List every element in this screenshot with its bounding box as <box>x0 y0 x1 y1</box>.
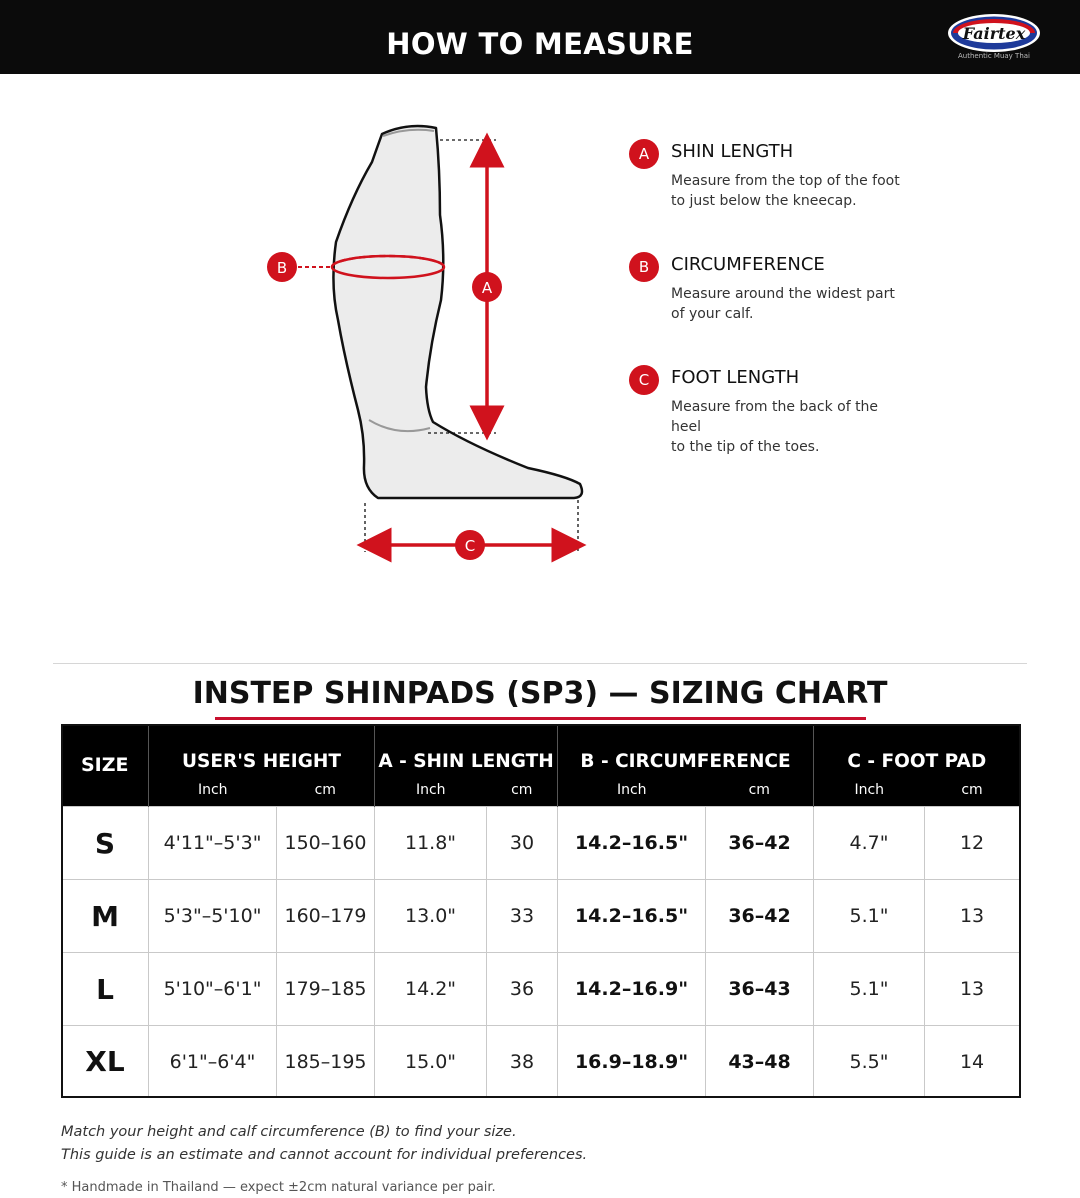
shin-inch-cell: 11.8" <box>375 807 487 880</box>
shin-inch-cell: 13.0" <box>375 880 487 953</box>
unit-inch: Inch <box>375 774 487 807</box>
header-shin-length: A - SHIN LENGTH <box>375 724 558 774</box>
circumference-cm-cell: 36–42 <box>706 880 814 953</box>
circumference-inch-cell: 14.2–16.5" <box>558 880 706 953</box>
legend-description <box>671 171 911 211</box>
circumference-cm-cell: 36–42 <box>706 807 814 880</box>
circumference-cm-cell: 43–48 <box>706 1026 814 1098</box>
legend-title: FOOT LENGTH <box>671 367 800 388</box>
note-line-1: Match your height and calf circumference (B) to find your size. <box>61 1124 517 1140</box>
height-inch-cell: 4'11"–5'3" <box>149 807 277 880</box>
shin-cm-cell: 33 <box>487 880 558 953</box>
legend-title: CIRCUMFERENCE <box>671 254 825 275</box>
legend-line: to the tip of the toes. <box>671 439 820 455</box>
table-row <box>62 880 1020 953</box>
logo-subtext: Authentic Muay Thai <box>958 52 1030 60</box>
height-inch-cell: 5'3"–5'10" <box>149 880 277 953</box>
circumference-cm-cell: 36–43 <box>706 953 814 1026</box>
circumference-inch-cell: 16.9–18.9" <box>558 1026 706 1098</box>
legend-line: Measure from the back of the heel <box>671 399 879 435</box>
unit-inch: Inch <box>814 774 925 807</box>
foot-inch-cell: 4.7" <box>814 807 925 880</box>
measure-diagram <box>0 74 1080 634</box>
header-circumference: B - CIRCUMFERENCE <box>558 724 814 774</box>
shin-inch-cell: 15.0" <box>375 1026 487 1098</box>
marker-a: A <box>481 279 493 297</box>
height-cm-cell: 185–195 <box>277 1026 375 1098</box>
legend-title: SHIN LENGTH <box>671 141 794 162</box>
unit-inch: Inch <box>149 774 277 807</box>
shin-cm-cell: 30 <box>487 807 558 880</box>
legend-description <box>671 284 911 324</box>
table-row <box>62 807 1020 880</box>
header-foot-pad: C - FOOT PAD <box>814 724 1020 774</box>
unit-cm: cm <box>706 774 814 807</box>
marker-c: C <box>464 537 476 555</box>
marker-b: B <box>276 259 288 277</box>
circumference-inch-cell: 14.2–16.5" <box>558 807 706 880</box>
legend-badge: C <box>629 365 659 395</box>
note-line-2: This guide is an estimate and cannot account for individual preferences. <box>61 1147 588 1163</box>
shin-cm-cell: 36 <box>487 953 558 1026</box>
header-bar <box>0 0 1080 74</box>
unit-cm: cm <box>277 774 375 807</box>
header-users-height: USER'S HEIGHT <box>149 724 375 774</box>
height-cm-cell: 179–185 <box>277 953 375 1026</box>
foot-cm-cell: 12 <box>925 807 1020 880</box>
shin-inch-cell: 14.2" <box>375 953 487 1026</box>
title-underline <box>215 717 866 720</box>
legend-line: Measure around the widest part <box>671 286 895 302</box>
legend-line: to just below the kneecap. <box>671 193 857 209</box>
size-cell: XL <box>62 1026 149 1098</box>
height-cm-cell: 160–179 <box>277 880 375 953</box>
unit-inch: Inch <box>558 774 706 807</box>
foot-inch-cell: 5.1" <box>814 880 925 953</box>
header-size: SIZE <box>62 724 149 807</box>
sizing-table <box>61 724 1020 1098</box>
foot-cm-cell: 13 <box>925 880 1020 953</box>
unit-cm: cm <box>925 774 1020 807</box>
foot-cm-cell: 13 <box>925 953 1020 1026</box>
foot-cm-cell: 14 <box>925 1026 1020 1098</box>
legend-badge: B <box>629 252 659 282</box>
table-row <box>62 953 1020 1026</box>
size-cell: M <box>62 880 149 953</box>
unit-cm: cm <box>487 774 558 807</box>
footnote: * Handmade in Thailand — expect ±2cm natural variance per pair. <box>61 1180 496 1195</box>
table-row <box>62 1026 1020 1098</box>
height-inch-cell: 5'10"–6'1" <box>149 953 277 1026</box>
height-inch-cell: 6'1"–6'4" <box>149 1026 277 1098</box>
section-divider <box>53 663 1027 664</box>
logo-wordmark: Fairtex <box>962 24 1026 43</box>
foot-inch-cell: 5.1" <box>814 953 925 1026</box>
page-title: HOW TO MEASURE <box>386 27 694 61</box>
leg-silhouette-icon <box>333 126 582 498</box>
shin-cm-cell: 38 <box>487 1026 558 1098</box>
legend-line: of your calf. <box>671 306 754 322</box>
size-cell: L <box>62 953 149 1026</box>
height-cm-cell: 150–160 <box>277 807 375 880</box>
sizing-chart-title: INSTEP SHINPADS (SP3) — SIZING CHART <box>192 676 888 711</box>
legend-line: Measure from the top of the foot <box>671 173 900 189</box>
foot-inch-cell: 5.5" <box>814 1026 925 1098</box>
circumference-inch-cell: 14.2–16.9" <box>558 953 706 1026</box>
legend-description <box>671 397 911 457</box>
size-cell: S <box>62 807 149 880</box>
legend-badge: A <box>629 139 659 169</box>
